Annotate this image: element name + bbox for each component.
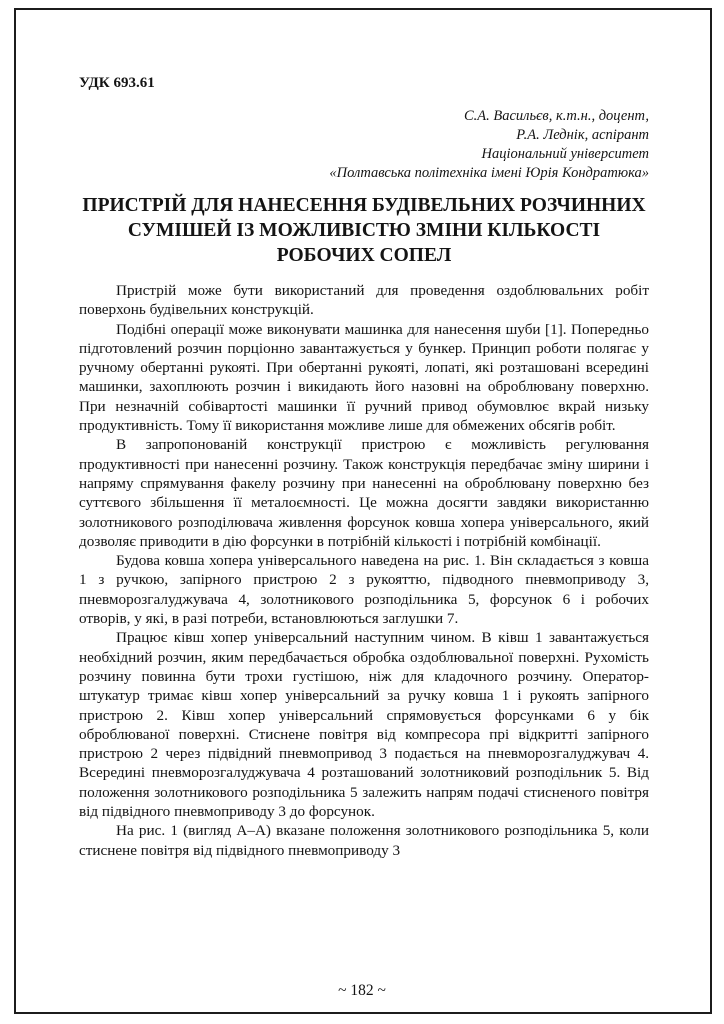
page-content (79, 74, 649, 860)
paper-title: ПРИСТРІЙ ДЛЯ НАНЕСЕННЯ БУДІВЕЛЬНИХ РОЗЧИННИХ СУМІШЕЙ ІЗ МОЖЛИВІСТЮ ЗМІНИ КІЛЬКОСТІ РОБОЧИХ СОПЕЛ (82, 195, 646, 266)
paragraph-6: На рис. 1 (вигляд А–А) вказане положення золотникового розподільника 5, коли стиснене повітря від підвідного пневмоприводу 3 (79, 822, 649, 859)
author-line-2: Р.А. Леднік, аспірант (516, 127, 649, 143)
udc-code: УДК 693.61 (79, 75, 155, 91)
paragraph-5: Працює ківш хопер універсальний наступним чином. В ківш 1 завантажується необхідний розчин, яким передбачається обробка оздоблювальної поверхні. Рухомість розчину повинна бути трохи густішою, ніж для кладочного розчину. Оператор-штукатур тримає ківш хопер універсальний за ручку ковша 1 і рукоять запірного пристрою 2. Ківш хопер універсальний спрямовується форсунками 6 у бік оброблюваної поверхні. Стиснене повітря від компресора прі відкритті запірного пристрою 2 через підвідний пневмопривод 3 подається на пневморозгалуджувач 4. Всередині пневморозгалуджувача 4 розташований золотниковий розподільник 5. Від положення золотникового розподільника 5 залежить напрям подачі стисненого повітря від підвідного пневмоприводу 3 до форсунок. (79, 629, 649, 821)
paragraph-1: Пристрій може бути використаний для проведення оздоблювальних робіт поверхонь будівельних конструкцій. (79, 282, 649, 319)
affiliation-line-1: Національний університет (481, 146, 649, 162)
paragraph-2: Подібні операції може виконувати машинка для нанесення шуби [1]. Попередньо підготовлений розчин порціонно завантажується у бункер. Принцип роботи полягає у ручному обертанні рукояті. При обертанні рукояті, лопаті, які розташовані всередині машинки, захоплюють розчин і викидають його назовні на оброблювану поверхню. При незначній собівартості машинки її ручний привод обумовлює вкрай низьку продуктивність. Тому її використання можливе лише для обмежених обсягів робіт. (79, 320, 649, 435)
affiliation-line-2: «Полтавська політехніка імені Юрія Кондратюка» (329, 165, 649, 181)
paragraph-3: В запропонованій конструкції пристрою є можливість регулювання продуктивності при нанесенні розчину. Також конструкція передбачає зміну ширини і напряму спрямування факелу розчину при нанесенні на оброблювану поверхню без суттєвого збільшення її металоємності. Це можна досягти завдяки використанню золотникового розподілювача живлення форсунок ковша хопера універсального, який дозволяє приводити в дію форсунки в потрібній кількості і потрібній комбінації. (79, 436, 649, 550)
author-block (79, 107, 649, 183)
page-number: ~ 182 ~ (338, 982, 386, 999)
author-line-1: С.А. Васильєв, к.т.н., доцент, (463, 108, 649, 124)
paragraph-4: Будова ковша хопера універсального наведена на рис. 1. Він складається з ковша 1 з ручкою, запірного пристрою 2 з рукояттю, підводного пневмоприводу 3, пневморозгалуджувача 4, золотникового розподільника 5, форсунок 6 і робочих отворів, у які, в разі потреби, встановлюються заглушки 7. (79, 552, 649, 628)
